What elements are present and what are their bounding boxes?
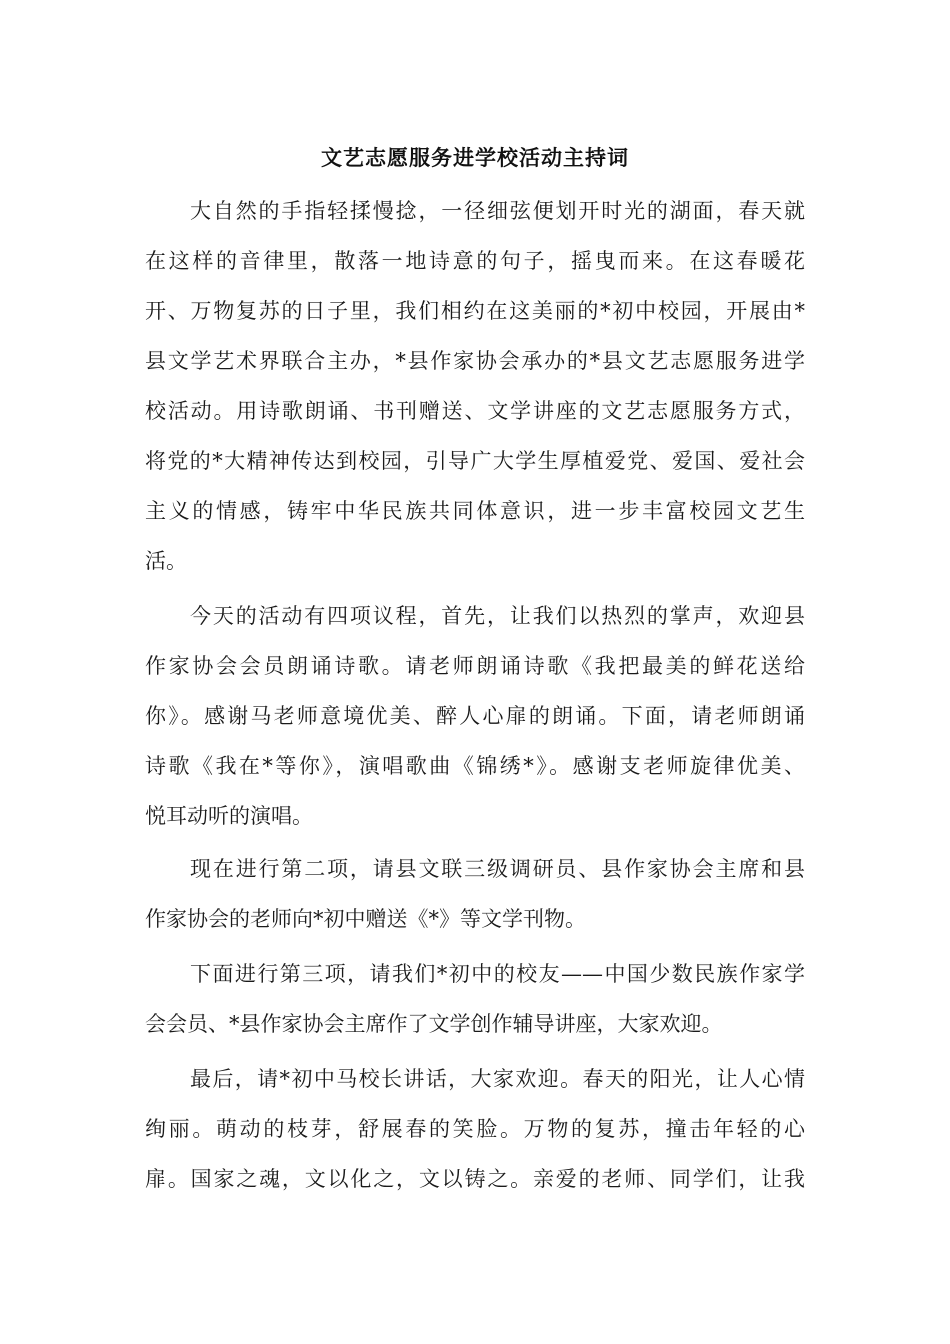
paragraph-1-line-5: 校活动。用诗歌朗诵、书刊赠送、文学讲座的文艺志愿服务方式， — [145, 399, 805, 423]
paragraph-2-line-5: 悦耳动听的演唱。 — [145, 804, 313, 828]
paragraph-1-line-1: 大自然的手指轻揉慢捻，一径细弦便划开时光的湖面，春天就 — [190, 199, 805, 223]
paragraph-1-line-2: 在这样的音律里，散落一地诗意的句子，摇曳而来。在这春暖花 — [145, 249, 805, 273]
paragraph-1-line-4: 县文学艺术界联合主办，*县作家协会承办的*县文艺志愿服务进学 — [145, 349, 805, 373]
paragraph-1-line-7: 主义的情感，铸牢中华民族共同体意识，进一步丰富校园文艺生 — [145, 499, 805, 523]
paragraph-1-line-3: 开、万物复苏的日子里，我们相约在这美丽的*初中校园，开展由* — [145, 299, 805, 323]
paragraph-2-line-4: 诗歌《我在*等你》，演唱歌曲《锦绣*》。感谢支老师旋律优美、 — [145, 754, 805, 778]
paragraph-1-line-6: 将党的*大精神传达到校园，引导广大学生厚植爱党、爱国、爱社会 — [145, 449, 805, 473]
paragraph-3-line-2: 作家协会的老师向*初中赠送《*》等文学刊物。 — [145, 907, 586, 931]
document-title: 文艺志愿服务进学校活动主持词 — [321, 145, 629, 170]
paragraph-2-line-1: 今天的活动有四项议程，首先，让我们以热烈的掌声，欢迎县 — [190, 604, 805, 628]
paragraph-5-line-3: 扉。国家之魂，文以化之，文以铸之。亲爱的老师、同学们，让我 — [145, 1167, 805, 1191]
paragraph-5-line-1: 最后，请*初中马校长讲话，大家欢迎。春天的阳光，让人心情 — [190, 1067, 805, 1091]
paragraph-2-line-3: 你》。感谢马老师意境优美、醉人心扉的朗诵。下面，请老师朗诵 — [145, 704, 805, 728]
paragraph-1-line-8: 活。 — [145, 549, 187, 573]
paragraph-3-line-1: 现在进行第二项，请县文联三级调研员、县作家协会主席和县 — [190, 857, 805, 881]
paragraph-4-line-1: 下面进行第三项，请我们*初中的校友——中国少数民族作家学 — [190, 962, 805, 986]
paragraph-4-line-2: 会会员、*县作家协会主席作了文学创作辅导讲座，大家欢迎。 — [145, 1012, 723, 1036]
paragraph-2-line-2: 作家协会会员朗诵诗歌。请老师朗诵诗歌《我把最美的鲜花送给 — [145, 654, 805, 678]
paragraph-5-line-2: 绚丽。萌动的枝芽，舒展春的笑脸。万物的复苏，撞击年轻的心 — [145, 1117, 805, 1141]
